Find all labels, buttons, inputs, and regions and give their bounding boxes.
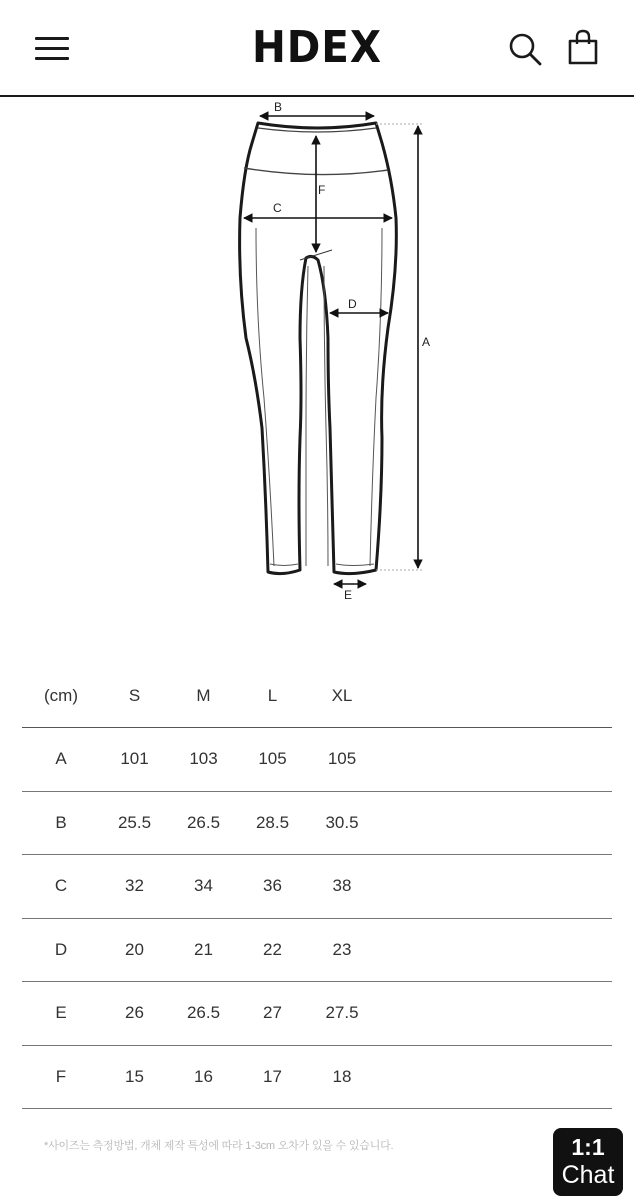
leggings-size-diagram (200, 98, 460, 608)
size-value-cell: 34 (194, 876, 213, 896)
table-row (22, 918, 612, 982)
measure-f-label: F (318, 183, 326, 197)
table-row (22, 1045, 612, 1109)
size-value-cell: 17 (263, 1066, 282, 1086)
size-value-cell: 105 (258, 749, 287, 769)
size-header: L (267, 685, 278, 705)
site-header (0, 0, 634, 97)
search-icon[interactable] (507, 31, 543, 67)
size-value-cell: 26.5 (186, 812, 221, 832)
size-value-cell: 101 (120, 749, 149, 769)
size-value-cell: 38 (332, 876, 352, 896)
table-row (22, 982, 612, 1046)
measure-name-cell: B (55, 812, 67, 832)
unit-header: (cm) (44, 685, 78, 705)
size-value-cell: 21 (194, 939, 213, 959)
size-value-cell: 32 (125, 876, 144, 896)
one-to-one-chat-button[interactable] (553, 1128, 623, 1196)
table-header-row (22, 664, 612, 728)
size-disclaimer-note: *사이즈는 측정방법, 개체 제작 특성에 따라 1-3cm 오차가 있을 수 있습니다. (44, 1140, 394, 1152)
measure-name-cell: D (54, 939, 68, 959)
measure-a-label: A (422, 335, 431, 349)
size-header: M (196, 685, 211, 705)
size-value-cell: 103 (189, 749, 218, 769)
size-header: S (128, 685, 141, 705)
size-value-cell: 15 (125, 1066, 144, 1086)
shopping-bag-icon[interactable] (565, 29, 601, 67)
measure-name-cell: F (55, 1066, 67, 1086)
table-row (22, 728, 612, 792)
table-row (22, 791, 612, 855)
size-value-cell: 26 (125, 1003, 144, 1023)
size-value-cell: 16 (194, 1066, 213, 1086)
measure-name-cell: A (55, 749, 67, 769)
chat-button-line2: Chat (561, 1161, 615, 1189)
size-value-cell: 23 (332, 939, 352, 959)
leggings-illustration (200, 98, 460, 608)
table-row (22, 855, 612, 919)
size-value-cell: 27 (263, 1003, 282, 1023)
measure-c-label: C (273, 201, 282, 215)
size-value-cell: 30.5 (325, 812, 359, 832)
measure-d-label: D (348, 297, 357, 311)
measure-b-label: B (274, 100, 283, 114)
measure-e-label: E (344, 588, 353, 602)
size-value-cell: 28.5 (255, 812, 290, 832)
size-value-cell: 105 (327, 749, 357, 769)
size-chart-table (22, 664, 612, 1109)
size-value-cell: 20 (125, 939, 144, 959)
size-value-cell: 36 (263, 876, 282, 896)
chat-button-line1: 1:1 (571, 1134, 605, 1160)
size-value-cell: 27.5 (325, 1003, 359, 1023)
measure-name-cell: E (55, 1003, 67, 1023)
measure-name-cell: C (54, 876, 68, 896)
size-value-cell: 26.5 (186, 1003, 221, 1023)
brand-logo[interactable]: HDEX (251, 22, 383, 73)
size-value-cell: 18 (332, 1066, 352, 1086)
size-header: XL (331, 685, 353, 705)
size-value-cell: 22 (263, 939, 282, 959)
size-value-cell: 25.5 (117, 812, 152, 832)
